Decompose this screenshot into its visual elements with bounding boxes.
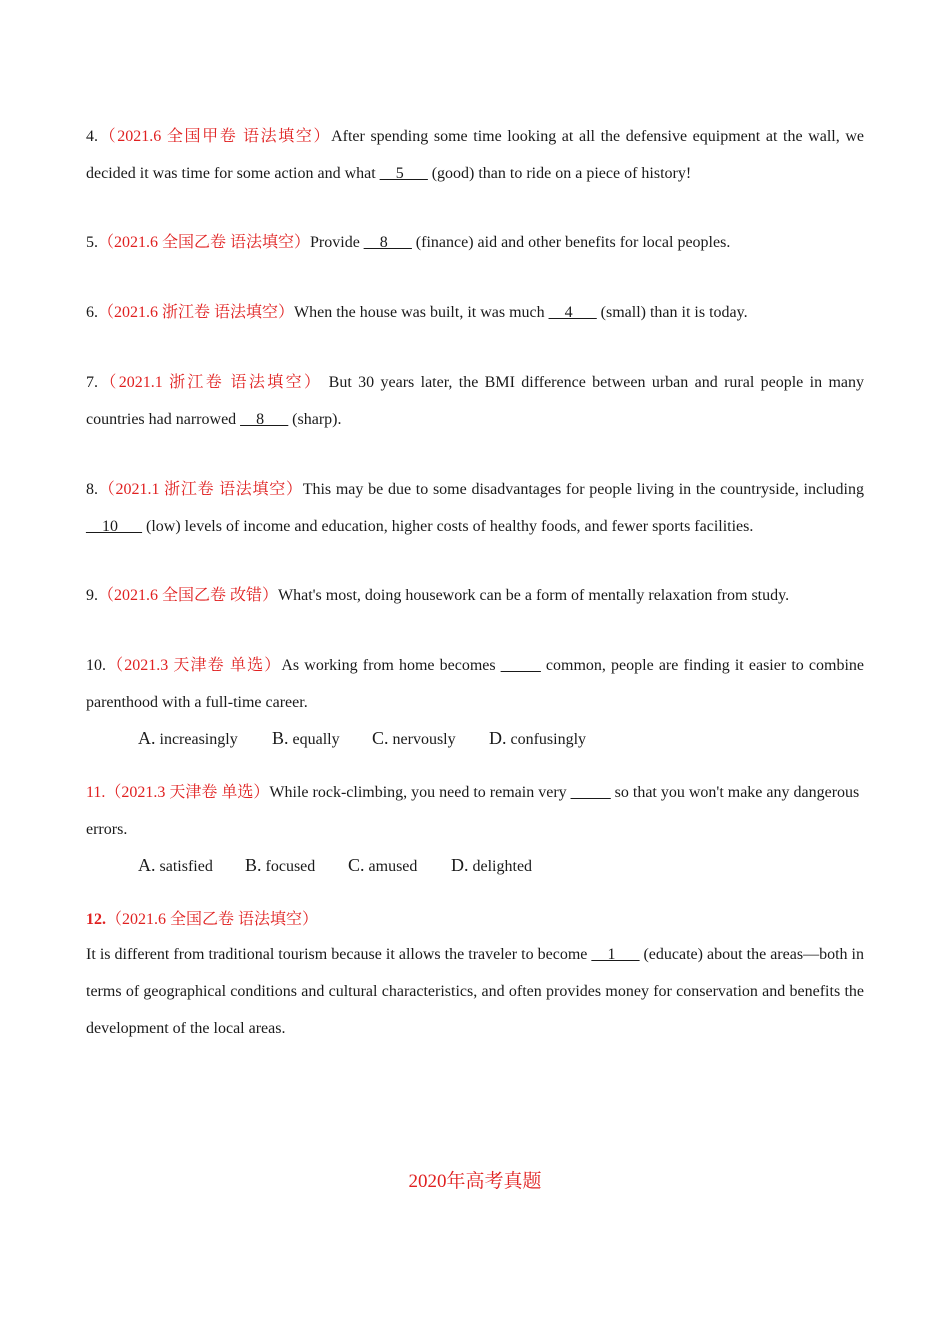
question-number: 9.	[86, 587, 98, 604]
question-text: As working from home becomes	[281, 657, 501, 674]
option-a: A. increasingly	[138, 728, 238, 748]
question-number: 8.	[86, 481, 98, 498]
answer-blank: __5___	[379, 165, 428, 182]
question-source: （2021.1 浙江卷 语法填空）	[98, 374, 323, 391]
question-8	[86, 471, 864, 545]
question-number: 7.	[86, 374, 98, 391]
question-4	[86, 118, 864, 192]
question-5	[86, 224, 864, 261]
question-text: (educate) about the areas—both in terms of geographical conditions and cultural characteristics, and often provides money for conservation and benefits the development of the local areas.	[86, 946, 865, 1037]
question-source: （2021.3 天津卷 单选）	[105, 784, 270, 801]
question-number: 12.	[86, 911, 106, 928]
question-text: (finance) aid and other benefits for local peoples.	[411, 234, 731, 251]
option-d: D. confusingly	[489, 728, 587, 748]
question-number: 10.	[86, 657, 106, 674]
question-text: It is different from traditional tourism because it allows the traveler to become	[86, 946, 592, 963]
question-number: 5.	[86, 234, 98, 251]
question-12-header	[86, 906, 864, 934]
question-text: While rock-climbing, you need to remain very	[269, 784, 571, 801]
question-source: （2021.6 浙江卷 语法填空）	[98, 304, 295, 321]
answer-blank: __8___	[240, 411, 289, 428]
question-text: (small) than it is today.	[596, 304, 748, 321]
question-text: so that you won't make any dangerous errors.	[86, 784, 860, 838]
answer-blank: __10___	[86, 518, 142, 535]
option-a: A. satisfied	[138, 855, 213, 875]
option-c: C. nervously	[372, 728, 456, 748]
question-text: This may be due to some disadvantages for people living in the countryside, including	[302, 481, 864, 498]
question-text: (low) levels of income and education, higher costs of healthy foods, and fewer sports facilities.	[142, 518, 754, 535]
question-6	[86, 294, 864, 331]
answer-blank: __8___	[363, 234, 412, 251]
question-9	[86, 577, 864, 614]
section-heading: 2020年高考真题	[408, 1171, 542, 1192]
option-c: C. amused	[348, 855, 418, 875]
option-b: B. equally	[272, 728, 340, 748]
question-text: Provide	[310, 234, 364, 251]
question-11	[86, 774, 864, 848]
answer-blank: __4___	[548, 304, 597, 321]
question-text: After spending some time looking at all the defensive equipment at the wall, we decided it was time for some action and what	[86, 128, 865, 182]
question-text: What's most, doing housework can be a form of mentally relaxation from study.	[278, 587, 790, 604]
answer-blank: _____	[570, 784, 611, 801]
question-12	[86, 936, 864, 1047]
question-source: （2021.6 全国乙卷 改错）	[98, 587, 279, 604]
question-number: 4.	[86, 128, 98, 145]
options-q11	[138, 853, 532, 879]
question-text: (good) than to ride on a piece of history!	[427, 165, 692, 182]
question-source: （2021.3 天津卷 单选）	[106, 657, 282, 674]
question-10	[86, 647, 864, 721]
question-source: （2021.6 全国乙卷 语法填空）	[106, 911, 319, 928]
answer-blank: __1___	[591, 946, 640, 963]
question-text: common, people are finding it easier to combine parenthood with a full-time career.	[86, 657, 864, 711]
question-number: 6.	[86, 304, 98, 321]
question-number: 11.	[86, 784, 106, 801]
answer-blank: _____	[500, 657, 541, 674]
question-text: When the house was built, it was much	[294, 304, 549, 321]
question-source: （2021.6 全国乙卷 语法填空）	[98, 234, 311, 251]
options-q10	[138, 726, 586, 752]
question-text: (sharp).	[288, 411, 342, 428]
option-b: B. focused	[245, 855, 316, 875]
question-source: （2021.6 全国甲卷 语法填空）	[98, 128, 332, 145]
option-d: D. delighted	[451, 855, 533, 875]
question-source: （2021.1 浙江卷 语法填空）	[98, 481, 303, 498]
question-text: But 30 years later, the BMI difference between urban and rural people in many countries had narrowed	[86, 374, 864, 428]
question-7	[86, 364, 864, 438]
